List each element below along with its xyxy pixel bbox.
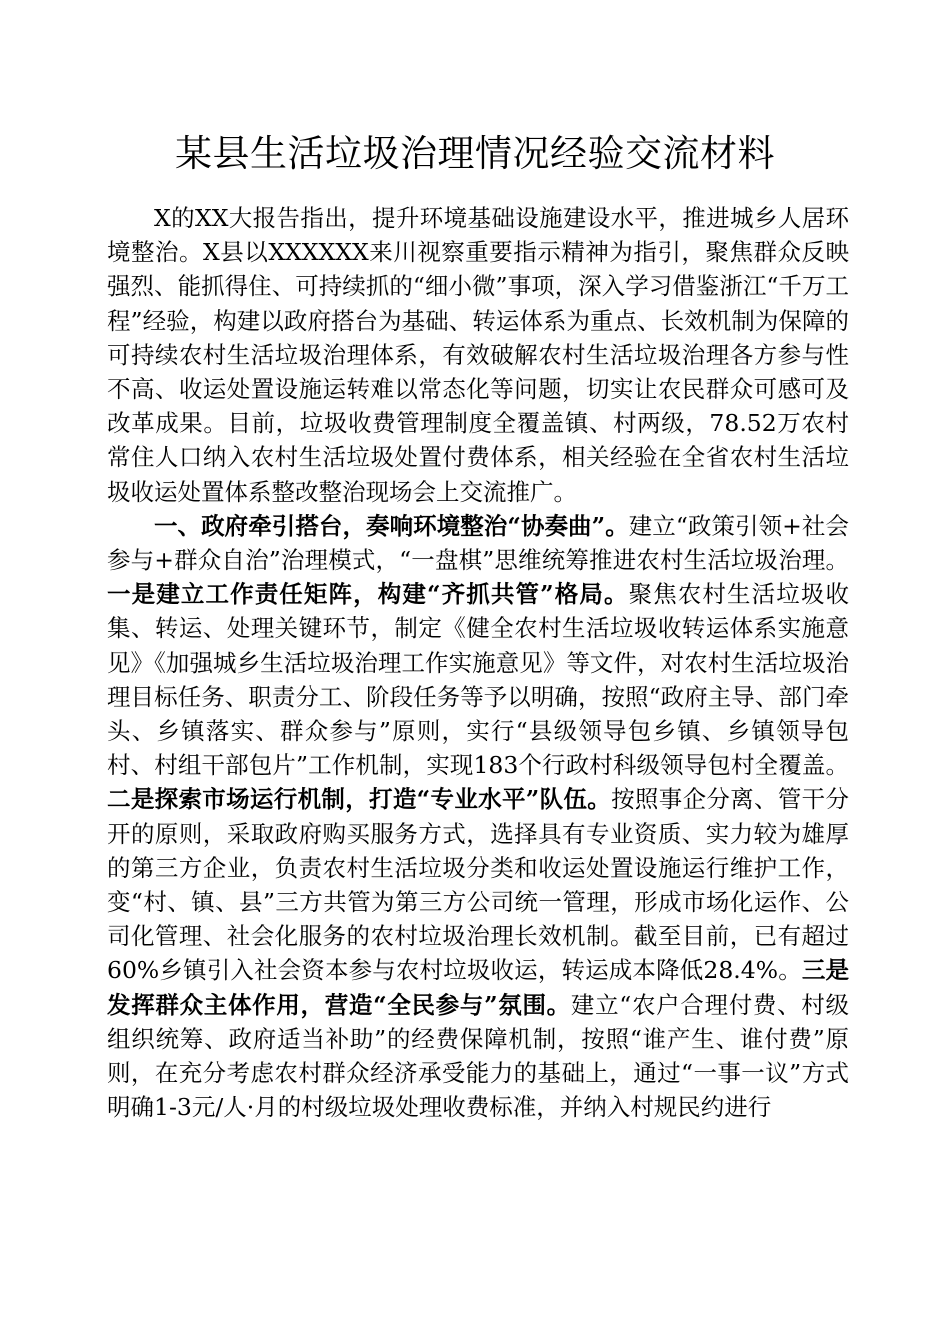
- section-1-lead: 建立“政策引领+社会参与+群众自治”治理模式，“一盘棋”思维统筹推进农村生活垃圾治理。: [107, 511, 849, 575]
- document-title: 某县生活垃圾治理情况经验交流材料: [175, 132, 775, 175]
- point-2-text: 按照事企分离、管干分开的原则，采取政府购买服务方式，选择具有专业资质、实力较为雄厚的第三方企业，负责农村生活垃圾分类和收运处置设施运行维护工作，变“村、镇、县”三方共管为第三方公司统一管理，形成市场化运作、公司化管理、社会化服务的农村垃圾治理长效机制。截至目前，已有超过60%乡镇引入社会资本参与农村垃圾收运，转运成本降低28.4%。: [107, 785, 849, 985]
- point-1-text: 聚焦农村生活垃圾收集、转运、处理关键环节，制定《健全农村生活垃圾收转运体系实施意见》《加强城乡生活垃圾治理工作实施意见》等文件，对农村生活垃圾治理目标任务、职责分工、阶段任务等予以明确，按照“政府主导、部门牵头、乡镇落实、群众参与”原则，实行“县级领导包乡镇、乡镇领导包村、村组干部包片”工作机制，实现183个行政村科级领导包村全覆盖。: [107, 580, 849, 780]
- intro-paragraph: X的XX大报告指出，提升环境基础设施建设水平，推进城乡人居环境整治。X县以XXXXXX来川视察重要指示精神为指引，聚焦群众反映强烈、能抓得住、可持续抓的“细小微”事项，深入学习借鉴浙江“千万工程”经验，构建以政府搭台为基础、转运体系为重点、长效机制为保障的可持续农村生活垃圾治理体系，有效破解农村生活垃圾治理各方参与性不高、收运处置设施运转难以常态化等问题，切实让农民群众可感可及改革成果。目前，垃圾收费管理制度全覆盖镇、村两级，78.52万农村常住人口纳入农村生活垃圾处置付费体系，相关经验在全省农村生活垃圾收运处置体系整改整治现场会上交流推广。: [107, 204, 849, 506]
- point-1-heading: 一是建立工作责任矩阵，构建“齐抓共管”格局。: [107, 580, 629, 609]
- point-2-heading: 二是探索市场运行机制，打造“专业水平”队伍。: [107, 785, 612, 814]
- point-3-text: 建立“农户合理付费、村级组织统筹、政府适当补助”的经费保障机制，按照“谁产生、谁付费”原则，在充分考虑农村群众经济承受能力的基础上，通过“一事一议”方式明确1-3元/人·月的村级垃圾处理收费标准，并纳入村规民约进行: [107, 990, 849, 1122]
- point-3-heading: 三是发挥群众主体作用，营造“全民参与”氛围。: [107, 956, 849, 1019]
- section-1-heading: 一、政府牵引搭台，奏响环境整治“协奏曲”。: [154, 511, 629, 540]
- section-1-paragraph: [107, 509, 849, 1125]
- document-body: [107, 201, 849, 1124]
